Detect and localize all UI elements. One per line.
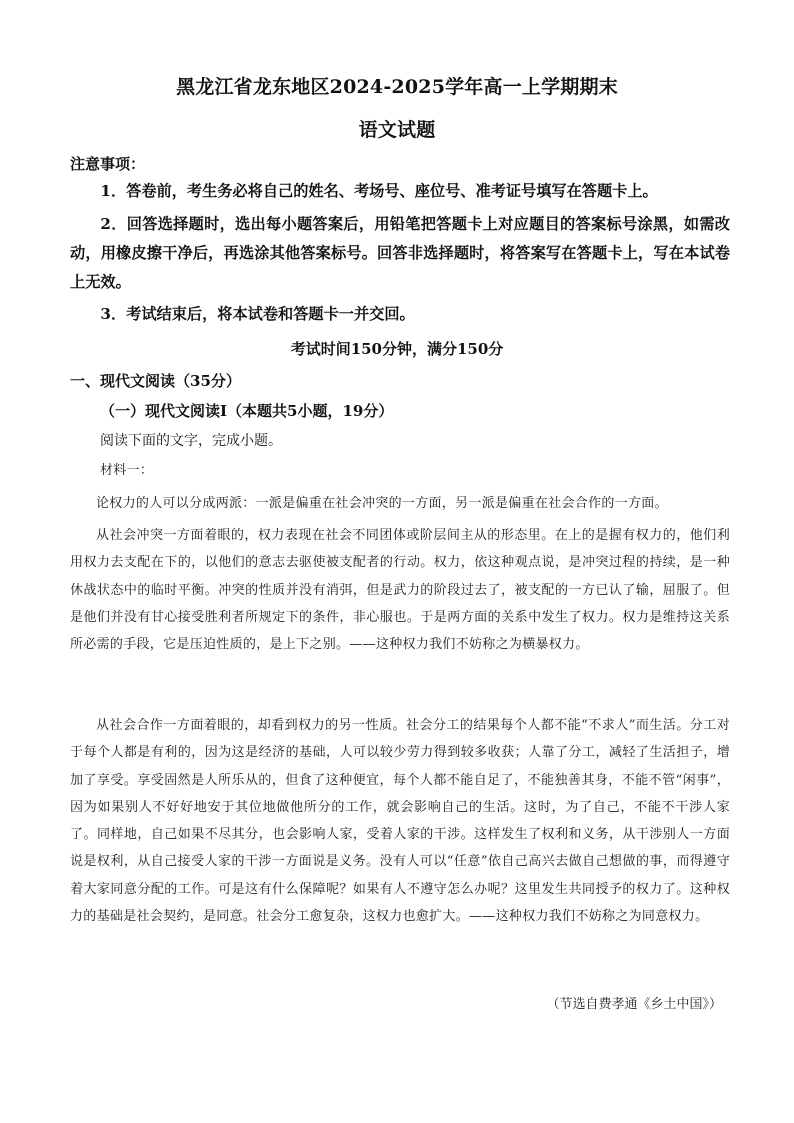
section-heading: 一、现代文阅读（35分） xyxy=(70,372,241,390)
subsection-heading: （一）现代文阅读Ⅰ（本题共5小题，19分） xyxy=(100,402,394,420)
exam-info: 考试时间150分钟，满分150分 xyxy=(290,340,504,358)
reading-instruction: 阅读下面的文字，完成小题。 xyxy=(100,433,282,449)
exam-subtitle: 语文试题 xyxy=(358,119,436,141)
notes-item-3: 3．考试结束后，将本试卷和答题卡一并交回。 xyxy=(100,305,415,323)
notes-heading: 注意事项： xyxy=(70,155,146,173)
material-source: （节选自费孝通《乡土中国》） xyxy=(546,997,722,1012)
material-paragraph-1: 论权力的人可以分成两派：一派是偏重在社会冲突的一方面，另一派是偏重在社会合作的一方面。 xyxy=(96,496,668,511)
notes-item-1: 1．答卷前，考生务必将自己的姓名、考场号、座位号、准考证号填写在答题卡上。 xyxy=(100,182,658,200)
notes-item-2: 2．回答选择题时，选出每小题答案后，用铅笔把答题卡上对应题目的答案标号涂黑，如需改动，用橡皮擦干净后，再选涂其他答案标号。回答非选择题时，将答案写在答题卡上，写在本试卷上无效。 xyxy=(70,215,730,291)
material-label: 材料一： xyxy=(100,463,154,478)
material-paragraph-2: 从社会冲突一方面着眼的，权力表现在社会不同团体或阶层间主从的形态里。在上的是握有权力的，他们利用权力去支配在下的，以他们的意志去驱使被支配者的行动。权力，依这种观点说，是冲突过程的持续，是一种休战状态中的临时平衡。冲突的性质并没有消弭，但是武力的阶段过去了，被支配的一方已认了输，屈服了。但是他们并没有甘心接受胜利者所规定下的条件，非心服也。于是两方面的关系中发生了权力。权力是维持这关系所必需的手段，它是压迫性质的，是上下之别。——这种权力我们不妨称之为横暴权力。 xyxy=(70,528,730,653)
exam-title: 黑龙江省龙东地区2024-2025学年高一上学期期末 xyxy=(176,76,618,98)
material-paragraph-3: 从社会合作一方面着眼的，却看到权力的另一性质。社会分工的结果每个人都不能“不求人”而生活。分工对于每个人都是有利的，因为这是经济的基础，人可以较少劳力得到较多收获；人靠了分工，减轻了生活担子，增加了享受。享受固然是人所乐从的，但食了这种便宜，每个人都不能自足了，不能独善其身，不能不管“闲事”，因为如果别人不好好地安于其位地做他所分的工作，就会影响自己的生活。这时，为了自己，不能不干涉人家了。同样地，自己如果不尽其分，也会影响人家，受着人家的干涉。这样发生了权利和义务，从干涉别人一方面说是权利，从自己接受人家的干涉一方面说是义务。没有人可以“任意”依自己高兴去做自己想做的事，而得遵守着大家同意分配的工作。可是这有什么保障呢？如果有人不遵守怎么办呢？这里发生共同授予的权力了。这种权力的基础是社会契约，是同意。社会分工愈复杂，这权力也愈扩大。——这种权力我们不妨称之为同意权力。 xyxy=(70,718,730,925)
